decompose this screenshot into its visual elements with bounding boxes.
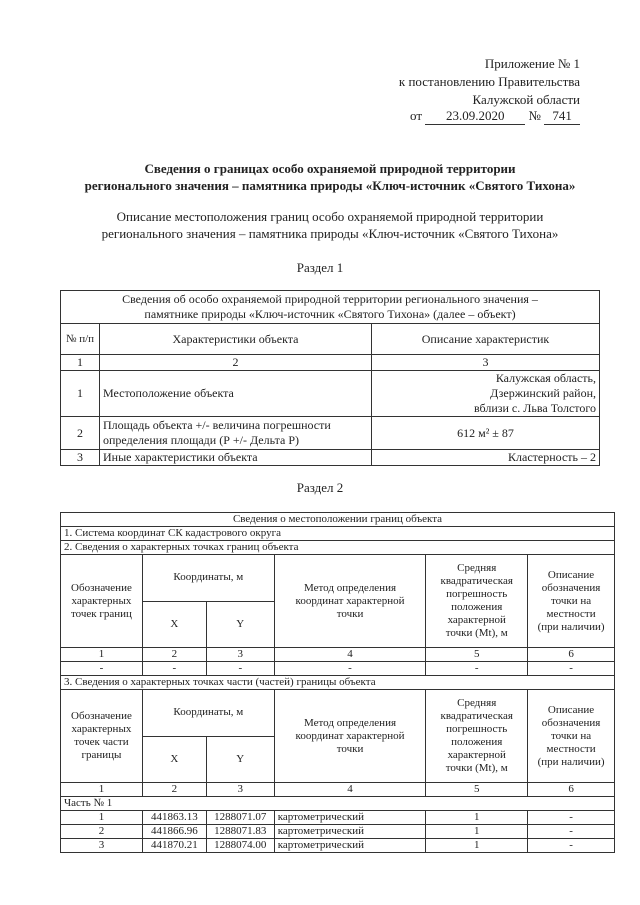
header-line: (при наличии) [537,620,605,633]
header-line: квадратическая [440,710,513,722]
boundary-title-row [61,513,615,527]
header-line: Метод определения [304,716,397,729]
header-line: погрешность [446,588,508,600]
table-header-row [61,324,600,355]
point-error: 1 [426,825,528,839]
header-line: характерной [447,749,506,761]
col-x-header: X [142,601,206,648]
title-line-1: Сведения о границах особо охраняемой природной территории [144,161,516,176]
page-title [40,160,620,194]
header-line: характерных [71,594,132,607]
number-label: № [528,108,541,123]
header-line: местности [546,607,596,620]
table-title-line-2: памятнике природы «Ключ-источник «Святого Тихона» (далее – объект) [144,307,516,321]
point-y: 1288074.00 [206,839,274,853]
index-cell: 4 [274,783,426,797]
col-desc-header [528,690,615,783]
index-cell: 1 [61,648,143,662]
header-line: Обозначение [71,581,132,594]
header-line: точки (Mt), м [445,762,508,774]
index-cell: 2 [100,355,372,371]
point-method: картометрический [274,811,426,825]
index-cell: 3 [372,355,600,371]
header-line: точек части [74,736,129,748]
index-cell: 2 [142,783,206,797]
dash-cell: - [528,662,615,676]
header-line: точки на [550,594,592,607]
col-desc-header: Описание характеристик [372,324,600,355]
desc-line-3: вблизи с. Льва Толстого [474,401,596,415]
table-index-row [61,355,600,371]
boundary-table-title: Сведения о местоположении границ объекта [61,513,615,527]
table-title-row [61,291,600,324]
part-header-row-1 [61,690,615,737]
index-cell: 3 [206,648,274,662]
table-row [61,825,615,839]
col-x-header: X [142,736,206,783]
point-error: 1 [426,839,528,853]
points-index-row [61,648,615,662]
index-cell: 2 [142,648,206,662]
row-number: 3 [61,450,100,466]
header-line: местности [546,742,596,755]
row-desc [372,371,600,417]
row-desc: Кластерность – 2 [372,450,600,466]
header-line: точки на [550,729,592,742]
appendix-number: Приложение № 1 [484,56,580,71]
table-row [61,417,600,450]
col-method-header [274,555,426,648]
coords-header: Координаты, м [142,690,274,737]
index-cell: 3 [206,783,274,797]
desc-line-2: Дзержинский район, [490,386,596,400]
header-line: точки (Mt), м [445,627,508,639]
point-desc: - [528,839,615,853]
table-row [61,450,600,466]
from-label: от [410,108,423,123]
point-y: 1288071.83 [206,825,274,839]
header-line: характерных [71,723,132,735]
index-cell: 6 [528,648,615,662]
point-desc: - [528,811,615,825]
row-char: Местоположение объекта [100,371,372,417]
page-subtitle [40,208,620,242]
dash-cell: - [61,662,143,676]
row-char: Иные характеристики объекта [100,450,372,466]
decree-date-line [410,108,590,125]
point-x: 441866.96 [142,825,206,839]
header-line: точек границ [70,607,132,620]
col-y-header: Y [206,736,274,783]
point-number: 1 [61,811,143,825]
col-char-header: Характеристики объекта [100,324,372,355]
table-row [61,811,615,825]
points-heading-row [61,541,615,555]
table-row [61,839,615,853]
header-line: точки [336,607,364,620]
subtitle-line-2: регионального значения – памятника природы «Ключ-источник «Святого Тихона» [101,226,559,241]
boundary-table [60,512,615,853]
section-2-heading: Раздел 2 [296,480,344,495]
header-line: обозначения [541,581,601,594]
point-desc: - [528,825,615,839]
object-info-table [60,290,600,466]
part-index-row [61,783,615,797]
header-line: Метод определения [304,581,397,594]
index-cell: 4 [274,648,426,662]
points-header-row-1 [61,555,615,602]
header-line: Описание [547,703,595,716]
part-points-heading-row [61,676,615,690]
header-line: Средняя [457,562,497,574]
dash-cell: - [274,662,426,676]
subtitle-line-1: Описание местоположения границ особо охраняемой природной территории [116,209,544,224]
index-cell: 5 [426,783,528,797]
row-number: 1 [61,371,100,417]
header-line: координат характерной [295,594,405,607]
char-line-1: Площадь объекта +/- величина погрешности [103,418,331,432]
col-method-header [274,690,426,783]
col-part-point-header [61,690,143,783]
point-y: 1288071.07 [206,811,274,825]
header-line: границы [81,749,122,761]
decree-number: 741 [544,108,580,125]
point-error: 1 [426,811,528,825]
header-line: квадратическая [440,575,513,587]
header-line: положения [451,736,503,748]
coords-header: Координаты, м [142,555,274,602]
point-x: 441863.13 [142,811,206,825]
header-line: погрешность [446,723,508,735]
header-line: точки [336,742,364,755]
desc-line-1: Калужская область, [495,371,596,385]
section-1-heading: Раздел 1 [296,260,344,275]
dash-cell: - [206,662,274,676]
col-error-header [426,555,528,648]
col-desc-header [528,555,615,648]
header-line: Средняя [457,697,497,709]
decree-date: 23.09.2020 [425,108,525,125]
appendix-decree: к постановлению Правительства [398,74,580,89]
part-points-heading: 3. Сведения о характерных точках части (частей) границы объекта [61,676,615,690]
points-heading: 2. Сведения о характерных точках границ объекта [61,541,615,555]
point-number: 3 [61,839,143,853]
part-label-row [61,797,615,811]
title-line-2: регионального значения – памятника природы «Ключ-источник «Святого Тихона» [84,178,576,193]
header-line: обозначения [541,716,601,729]
table-row [61,371,600,417]
col-num-header: № п/п [61,324,100,355]
char-line-2: определения площади (Р +/- Дельта Р) [103,433,300,447]
point-x: 441870.21 [142,839,206,853]
table-title [61,291,600,324]
appendix-region: Калужской области [472,92,580,107]
header-line: (при наличии) [537,755,605,768]
table-title-line-1: Сведения об особо охраняемой природной территории регионального значения – [122,292,538,306]
point-number: 2 [61,825,143,839]
row-char [100,417,372,450]
header-line: Описание [547,568,595,581]
index-cell: 5 [426,648,528,662]
index-cell: 1 [61,783,143,797]
index-cell: 6 [528,783,615,797]
part-label: Часть № 1 [61,797,615,811]
header-line: положения [451,601,503,613]
points-empty-row [61,662,615,676]
dash-cell: - [142,662,206,676]
header-line: характерной [447,614,506,626]
dash-cell: - [426,662,528,676]
col-y-header: Y [206,601,274,648]
header-line: Обозначение [71,710,132,722]
point-method: картометрический [274,825,426,839]
col-point-header [61,555,143,648]
col-error-header [426,690,528,783]
index-cell: 1 [61,355,100,371]
row-desc: 612 м² ± 87 [372,417,600,450]
point-method: картометрический [274,839,426,853]
header-line: координат характерной [295,729,405,742]
coord-system: 1. Система координат СК кадастрового округа [61,527,615,541]
coord-system-row [61,527,615,541]
row-number: 2 [61,417,100,450]
